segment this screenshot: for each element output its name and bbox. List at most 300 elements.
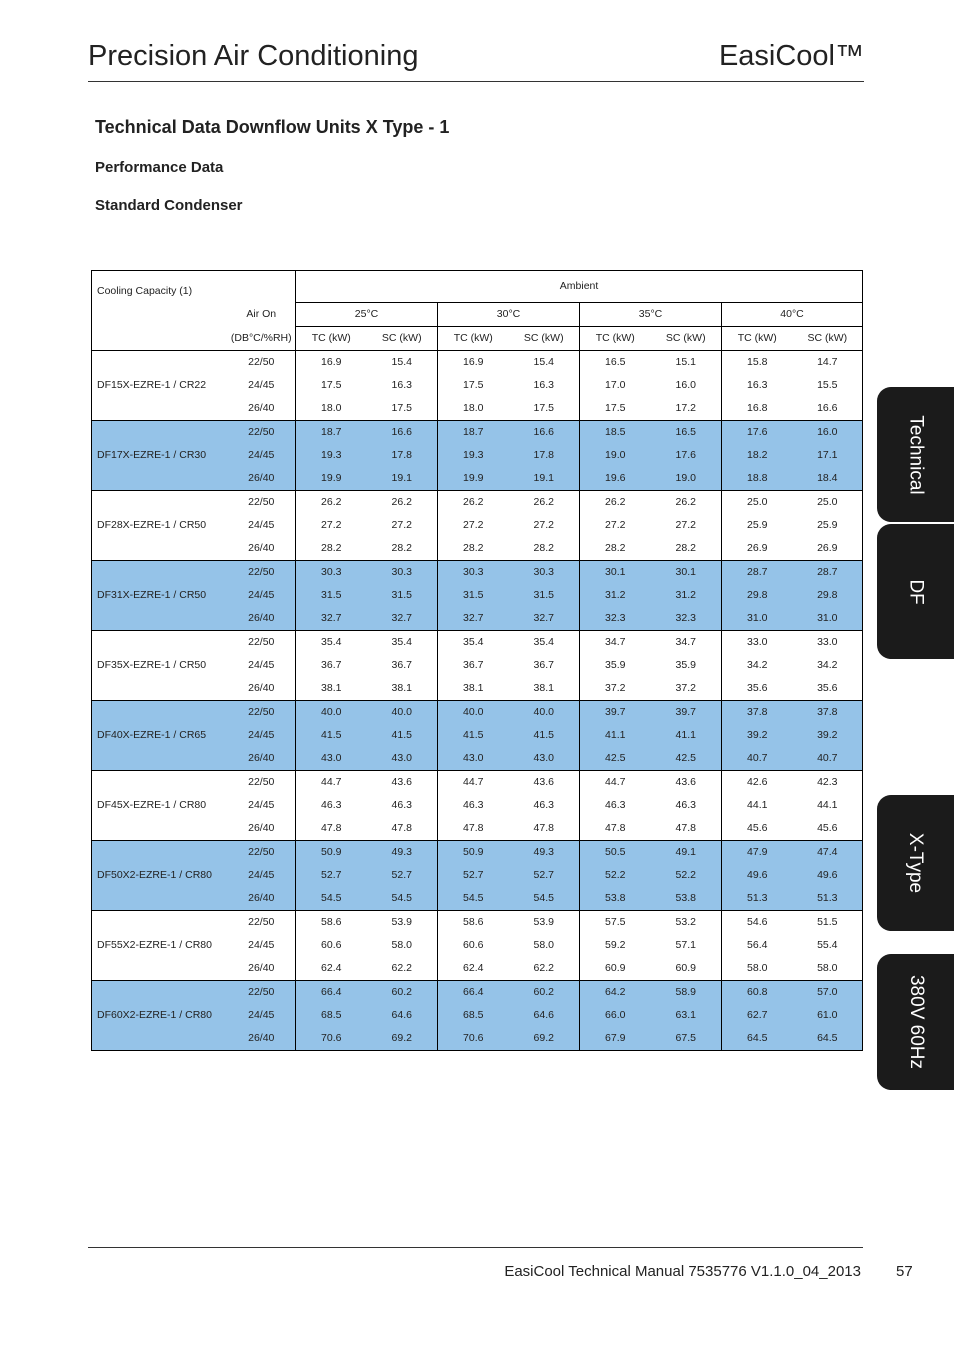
sc-cell: 35.4 [509,630,580,654]
air-on-cell: 22/50 [228,350,296,374]
tc-cell: 59.2 [580,934,651,957]
tab-technical[interactable] [877,387,954,522]
tc-cell: 17.5 [296,374,367,397]
model-name: DF31X-EZRE-1 / CR50 [92,560,228,630]
tc-cell: 36.7 [438,654,509,677]
tc-cell: 41.5 [438,724,509,747]
tc-cell: 38.1 [296,677,367,701]
header-rule [88,81,864,82]
tc-cell: 44.7 [580,770,651,794]
tc-cell: 16.5 [580,350,651,374]
sc-cell: 41.5 [509,724,580,747]
table-row [92,420,863,444]
tc-cell: 19.0 [580,444,651,467]
tc-cell: 30.3 [438,560,509,584]
tc-cell: 60.6 [438,934,509,957]
tc-cell: 16.8 [722,397,793,421]
tc-cell: 26.2 [296,490,367,514]
tc-cell: 36.7 [296,654,367,677]
sc-cell: 46.3 [391,799,412,811]
header-title: Precision Air Conditioning [88,40,419,72]
model-name: DF15X-EZRE-1 / CR22 [92,350,228,420]
performance-table-wrapper [91,270,862,1051]
sc-cell: 64.6 [509,1004,580,1027]
temp-header-30: 30°C [438,302,580,326]
model-name: DF55X2-EZRE-1 / CR80 [92,910,228,980]
air-on-cell: 24/45 [228,444,296,467]
sc-cell: 43.6 [509,770,580,794]
air-on-cell: 24/45 [228,584,296,607]
sc-cell: 30.3 [509,560,580,584]
air-on-cell: 26/40 [228,887,296,911]
sc-cell: 34.2 [793,654,863,677]
air-on-cell: 24/45 [248,659,275,671]
sc-cell: 35.4 [367,630,438,654]
temp-header-35: 35°C [580,302,722,326]
tc-cell: 42.6 [722,770,793,794]
air-on-cell: 22/50 [228,700,296,724]
sc-cell: 53.2 [651,910,722,934]
table-row [92,770,863,794]
model-name: DF50X2-EZRE-1 / CR80 [92,840,228,910]
sc-cell: 36.7 [391,659,412,671]
sc-cell: 57.1 [675,939,696,951]
tc-cell: 18.0 [438,397,509,421]
sc-cell: 46.3 [533,799,554,811]
sc-cell: 53.9 [367,910,438,934]
tc-cell: 60.8 [722,980,793,1004]
tc-cell: 39.2 [722,724,793,747]
sc-cell: 42.3 [793,770,863,794]
standard-condenser-heading: Standard Condenser [95,197,243,214]
tab-x-type[interactable] [877,795,954,931]
sc-cell: 19.1 [509,467,580,491]
sc-cell: 46.3 [675,799,696,811]
air-on-cell: 22/50 [228,490,296,514]
tc-cell: 47.8 [296,817,367,841]
sc-cell: 52.7 [509,864,580,887]
sc-cell: 15.4 [509,350,580,374]
tc-cell: 58.0 [722,957,793,981]
sc-cell: 17.1 [793,444,863,467]
sc-cell: 17.6 [651,444,722,467]
sc-cell: 17.5 [391,402,412,414]
sc-cell: 64.5 [793,1027,863,1051]
sc-cell: 19.0 [651,467,722,491]
sc-cell: 17.8 [509,444,580,467]
tc-cell: 52.7 [438,864,509,887]
sc-cell: 57.0 [793,980,863,1004]
tc-cell: 18.7 [296,420,367,444]
sc-cell: 16.0 [793,420,863,444]
sc-cell: 17.5 [533,402,554,414]
sc-cell: 28.2 [533,542,554,554]
tc-cell: 41.1 [580,724,651,747]
sc-cell: 30.1 [651,560,722,584]
tc-cell: 39.7 [580,700,651,724]
tc-cell: 18.8 [722,467,793,491]
tab-df[interactable] [877,524,954,659]
sc-cell: 37.2 [675,682,696,694]
air-on-cell: 26/40 [228,747,296,771]
sc-cell: 69.2 [509,1027,580,1051]
section-title: Technical Data Downflow Units X Type - 1 [95,117,450,137]
air-on-cell: 26/40 [228,607,296,631]
tc-cell: 28.7 [722,560,793,584]
tc-cell: 28.2 [296,537,367,561]
tc-cell: 66.0 [580,1004,651,1027]
tc-header: TC (kW) [580,326,651,350]
tc-cell: 58.6 [296,910,367,934]
air-on-cell: 22/50 [228,980,296,1004]
tc-cell: 30.1 [580,560,651,584]
air-on-cell: 22/50 [228,910,296,934]
sc-cell: 49.3 [367,840,438,864]
tc-cell: 35.9 [580,654,651,677]
sc-header: SC (kW) [665,332,706,344]
tc-cell: 66.4 [296,980,367,1004]
sc-cell: 36.7 [533,659,554,671]
performance-table [91,270,863,1051]
tc-cell: 53.8 [580,887,651,911]
sc-cell: 28.2 [391,542,412,554]
tc-cell: 54.5 [438,887,509,911]
sc-cell: 52.2 [651,864,722,887]
tc-cell: 45.6 [722,817,793,841]
tc-cell: 17.0 [580,374,651,397]
sc-cell: 40.0 [509,700,580,724]
sc-cell: 45.6 [793,817,863,841]
air-on-cell: 22/50 [228,560,296,584]
sc-cell: 43.6 [651,770,722,794]
air-on-cell: 26/40 [248,542,275,554]
sc-cell: 31.5 [367,584,438,607]
tc-cell: 60.9 [580,957,651,981]
tc-cell: 31.5 [296,584,367,607]
air-on-cell: 24/45 [248,799,275,811]
sc-cell: 63.1 [651,1004,722,1027]
tc-header: TC (kW) [438,326,509,350]
tc-cell: 43.0 [296,747,367,771]
tc-cell: 31.5 [438,584,509,607]
tab-380v-60hz-label: 380V 60Hz [905,974,927,1070]
tc-cell: 64.2 [580,980,651,1004]
tc-cell: 50.9 [438,840,509,864]
table-header-row-units [92,326,863,350]
sc-cell: 67.5 [651,1027,722,1051]
tc-cell: 29.8 [722,584,793,607]
tc-cell: 34.2 [722,654,793,677]
sc-cell: 51.3 [793,887,863,911]
air-on-cell: 26/40 [248,822,275,834]
tc-cell: 26.9 [722,537,793,561]
table-row [92,700,863,724]
tc-cell: 47.9 [722,840,793,864]
tc-cell: 41.5 [296,724,367,747]
temp-header-25: 25°C [296,302,438,326]
cooling-capacity-label: Cooling Capacity (1) [92,271,296,303]
sc-cell: 62.2 [533,962,554,974]
air-on-cell: 22/50 [228,420,296,444]
tc-cell: 31.2 [580,584,651,607]
tc-cell: 40.7 [722,747,793,771]
tc-cell: 19.3 [438,444,509,467]
tc-cell: 18.0 [296,397,367,421]
sc-cell: 54.5 [367,887,438,911]
tc-cell: 46.3 [580,794,651,817]
sc-cell: 16.3 [391,379,412,391]
tc-cell: 25.9 [722,514,793,537]
tc-header: TC (kW) [722,326,793,350]
sc-cell: 49.3 [509,840,580,864]
sc-cell: 60.9 [675,962,696,974]
tc-cell: 35.4 [438,630,509,654]
tc-cell: 46.3 [438,794,509,817]
air-on-cell: 24/45 [248,519,275,531]
sc-cell: 39.2 [793,724,863,747]
tc-cell: 28.2 [580,537,651,561]
sc-cell: 31.5 [509,584,580,607]
tc-cell: 50.9 [296,840,367,864]
tc-cell: 32.3 [580,607,651,631]
air-on-cell: 22/50 [228,630,296,654]
tc-cell: 31.0 [722,607,793,631]
air-on-cell: 26/40 [228,467,296,491]
tc-cell: 26.2 [580,490,651,514]
sc-header: SC (kW) [793,326,863,350]
tc-cell: 47.8 [580,817,651,841]
sc-cell: 35.6 [793,677,863,701]
sc-cell: 40.7 [793,747,863,771]
tc-cell: 40.0 [438,700,509,724]
tc-cell: 19.9 [438,467,509,491]
tc-cell: 19.3 [296,444,367,467]
tab-technical-label: Technical [905,414,927,495]
sc-cell: 17.2 [675,402,696,414]
tc-cell: 51.3 [722,887,793,911]
sc-cell: 39.7 [651,700,722,724]
sc-cell: 17.8 [367,444,438,467]
tc-cell: 62.4 [438,957,509,981]
model-name: DF35X-EZRE-1 / CR50 [92,630,228,700]
sc-cell: 69.2 [367,1027,438,1051]
tc-cell: 67.9 [580,1027,651,1051]
performance-data-heading: Performance Data [95,159,224,176]
sc-cell: 34.7 [651,630,722,654]
tc-cell: 35.6 [722,677,793,701]
tc-cell: 62.7 [722,1004,793,1027]
tc-cell: 34.7 [580,630,651,654]
sc-header: SC (kW) [381,332,422,344]
sc-cell: 27.2 [533,519,554,531]
air-on-cell: 26/40 [248,682,275,694]
tc-cell: 70.6 [438,1027,509,1051]
sc-cell: 19.1 [367,467,438,491]
air-on-cell: 26/40 [248,402,275,414]
sc-cell: 43.0 [509,747,580,771]
sc-cell: 16.6 [367,420,438,444]
tc-cell: 38.1 [438,677,509,701]
air-on-cell: 22/50 [228,770,296,794]
tc-cell: 56.4 [722,934,793,957]
tc-cell: 49.6 [722,864,793,887]
sc-cell: 47.8 [533,822,554,834]
footer-rule [88,1247,863,1248]
sc-cell: 35.9 [675,659,696,671]
tc-cell: 54.6 [722,910,793,934]
tc-cell: 44.7 [438,770,509,794]
sc-cell: 53.9 [509,910,580,934]
table-row [92,910,863,934]
tc-cell: 62.4 [296,957,367,981]
air-on-cell: 26/40 [228,1027,296,1051]
sc-cell: 62.2 [391,962,412,974]
sc-cell: 43.0 [367,747,438,771]
air-on-cell: 24/45 [228,1004,296,1027]
sc-cell: 38.1 [391,682,412,694]
sc-cell: 32.7 [509,607,580,631]
tc-cell: 16.9 [296,350,367,374]
table-row [92,630,863,654]
sc-cell: 16.6 [509,420,580,444]
air-on-label: Air On [246,308,277,320]
tab-df-label: DF [905,578,927,605]
table-row [92,980,863,1004]
model-name: DF17X-EZRE-1 / CR30 [92,420,228,490]
tc-cell: 50.5 [580,840,651,864]
sc-cell: 64.6 [367,1004,438,1027]
tc-cell: 44.7 [296,770,367,794]
air-on-unit-label: (DB°C/%RH) [230,331,292,344]
tc-cell: 44.1 [722,794,793,817]
tc-cell: 37.2 [580,677,651,701]
page-number: 57 [896,1263,913,1280]
sc-cell: 16.0 [675,379,696,391]
sc-cell: 58.0 [533,939,554,951]
tc-cell: 68.5 [438,1004,509,1027]
model-name: DF45X-EZRE-1 / CR80 [92,770,228,840]
air-on-cell: 22/50 [228,840,296,864]
sc-cell: 49.6 [793,864,863,887]
sc-cell: 58.0 [391,939,412,951]
air-on-cell: 24/45 [248,939,275,951]
tc-cell: 27.2 [580,514,651,537]
sc-cell: 53.8 [651,887,722,911]
tc-cell: 37.8 [722,700,793,724]
sc-cell: 25.0 [793,490,863,514]
sc-cell: 15.5 [793,374,863,397]
sc-cell: 18.4 [793,467,863,491]
tc-header: TC (kW) [296,326,367,350]
sc-cell: 16.3 [533,379,554,391]
tc-cell: 47.8 [438,817,509,841]
sc-cell: 26.2 [651,490,722,514]
sc-cell: 30.3 [367,560,438,584]
sc-cell: 38.1 [533,682,554,694]
model-name: DF60X2-EZRE-1 / CR80 [92,980,228,1050]
sc-cell: 25.9 [793,514,863,537]
tab-380v-60hz[interactable] [877,954,954,1090]
tc-cell: 52.7 [296,864,367,887]
tc-cell: 16.9 [438,350,509,374]
sc-cell: 60.2 [367,980,438,1004]
tc-cell: 46.3 [296,794,367,817]
sc-cell: 55.4 [793,934,863,957]
tc-cell: 35.4 [296,630,367,654]
sc-cell: 15.1 [651,350,722,374]
sc-cell: 33.0 [793,630,863,654]
sc-cell: 31.0 [793,607,863,631]
sc-cell: 58.0 [793,957,863,981]
tc-cell: 33.0 [722,630,793,654]
sc-cell: 47.8 [391,822,412,834]
sc-cell: 58.9 [651,980,722,1004]
tc-cell: 40.0 [296,700,367,724]
sc-cell: 28.2 [675,542,696,554]
sc-header: SC (kW) [523,332,564,344]
tc-cell: 27.2 [438,514,509,537]
sc-cell: 52.7 [367,864,438,887]
sc-cell: 42.5 [651,747,722,771]
table-header-row-temps [92,302,863,326]
tc-cell: 64.5 [722,1027,793,1051]
sc-cell: 29.8 [793,584,863,607]
model-name: DF40X-EZRE-1 / CR65 [92,700,228,770]
tc-cell: 17.6 [722,420,793,444]
tc-cell: 66.4 [438,980,509,1004]
header-brand: EasiCool™ [718,40,864,72]
ambient-label: Ambient [296,271,863,303]
sc-cell: 61.0 [793,1004,863,1027]
tc-cell: 15.8 [722,350,793,374]
tc-cell: 25.0 [722,490,793,514]
tc-cell: 68.5 [296,1004,367,1027]
tc-cell: 18.5 [580,420,651,444]
tc-cell: 54.5 [296,887,367,911]
tc-cell: 18.7 [438,420,509,444]
tc-cell: 18.2 [722,444,793,467]
sc-cell: 27.2 [391,519,412,531]
tc-cell: 17.5 [580,397,651,421]
air-on-cell: 24/45 [248,379,275,391]
tc-cell: 16.3 [722,374,793,397]
sc-cell: 14.7 [793,350,863,374]
tc-cell: 70.6 [296,1027,367,1051]
sc-cell: 28.7 [793,560,863,584]
air-on-cell: 26/40 [248,962,275,974]
sc-cell: 41.5 [367,724,438,747]
tc-cell: 52.2 [580,864,651,887]
sc-cell: 27.2 [675,519,696,531]
sc-cell: 32.7 [367,607,438,631]
sc-cell: 60.2 [509,980,580,1004]
sc-cell: 32.3 [651,607,722,631]
table-row [92,350,863,374]
sc-cell: 43.6 [367,770,438,794]
sc-cell: 26.2 [367,490,438,514]
sc-cell: 37.8 [793,700,863,724]
sc-cell: 26.9 [793,537,863,561]
footer-text: EasiCool Technical Manual 7535776 V1.1.0_04_2013 [504,1263,861,1280]
sc-cell: 40.0 [367,700,438,724]
tc-cell: 32.7 [438,607,509,631]
sc-cell: 54.5 [509,887,580,911]
tab-x-type-label: X-Type [905,832,927,894]
sc-cell: 49.1 [651,840,722,864]
temp-header-40: 40°C [722,302,863,326]
sc-cell: 51.5 [793,910,863,934]
table-row [92,490,863,514]
